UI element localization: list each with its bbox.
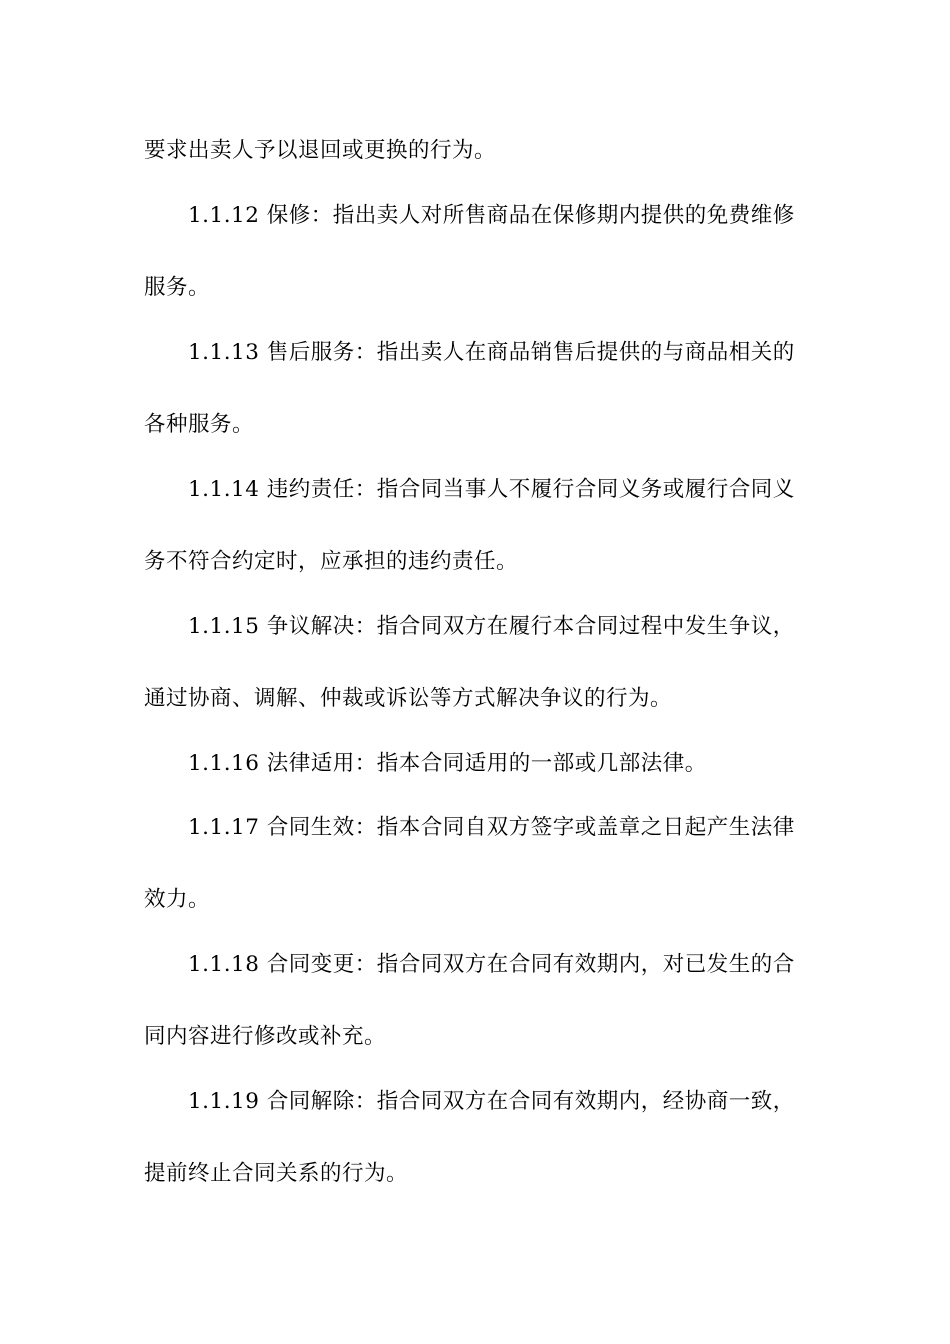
clause-1-1-19: 1.1.19 合同解除：指合同双方在合同有效期内，经协商一致， — [188, 1089, 795, 1114]
text-line-continuation: 效力。 — [144, 887, 211, 912]
text-line-continuation: 提前终止合同关系的行为。 — [144, 1161, 409, 1186]
clause-1-1-17: 1.1.17 合同生效：指本合同自双方签字或盖章之日起产生法律 — [188, 815, 795, 840]
text-line-continuation: 通过协商、调解、仲裁或诉讼等方式解决争议的行为。 — [144, 686, 673, 711]
clause-1-1-15: 1.1.15 争议解决：指合同双方在履行本合同过程中发生争议， — [188, 614, 795, 639]
text-line-continuation: 要求出卖人予以退回或更换的行为。 — [144, 138, 497, 163]
clause-1-1-13: 1.1.13 售后服务：指出卖人在商品销售后提供的与商品相关的 — [188, 340, 795, 365]
text-line-continuation: 同内容进行修改或补充。 — [144, 1024, 387, 1049]
clause-1-1-14: 1.1.14 违约责任：指合同当事人不履行合同义务或履行合同义 — [188, 477, 795, 502]
text-line-continuation: 各种服务。 — [144, 412, 255, 437]
text-line-continuation: 服务。 — [144, 275, 211, 300]
clause-1-1-16: 1.1.16 法律适用：指本合同适用的一部或几部法律。 — [188, 751, 707, 776]
clause-1-1-12: 1.1.12 保修：指出卖人对所售商品在保修期内提供的免费维修 — [188, 203, 795, 228]
text-line-continuation: 务不符合约定时，应承担的违约责任。 — [144, 549, 519, 574]
clause-1-1-18: 1.1.18 合同变更：指合同双方在合同有效期内，对已发生的合 — [188, 952, 795, 977]
